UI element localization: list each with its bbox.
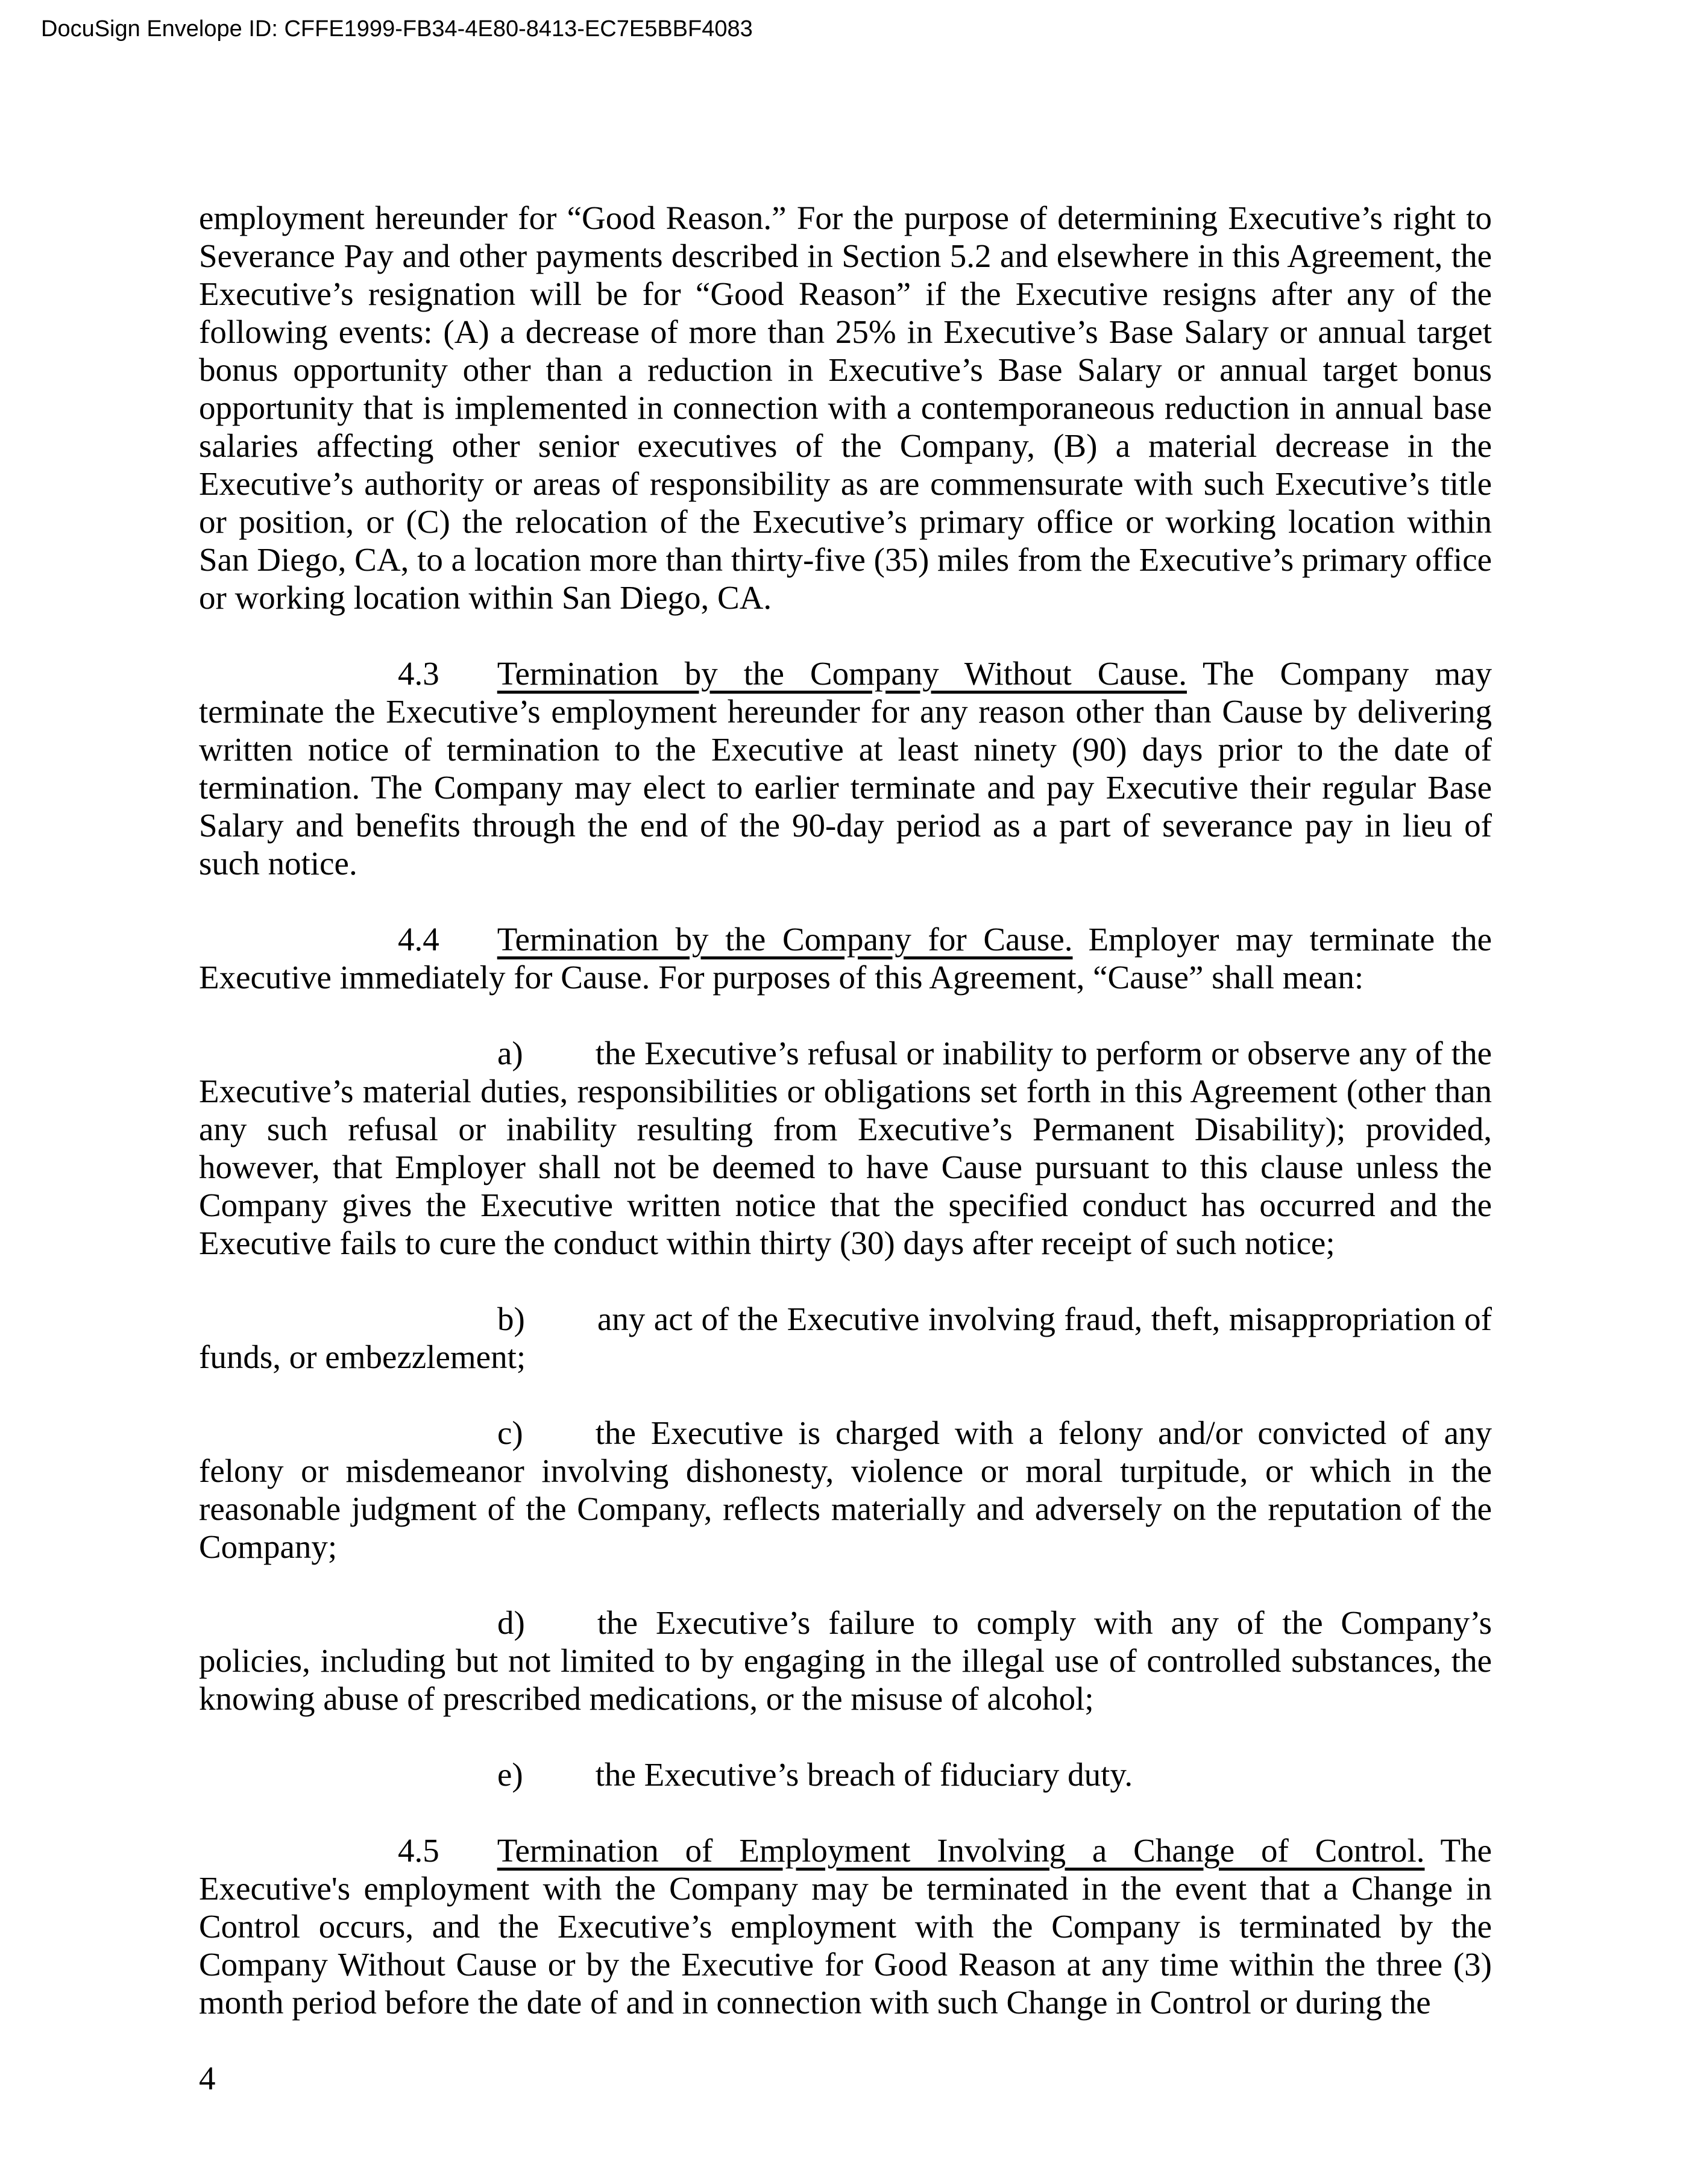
list-item-d [199, 1604, 1492, 1718]
tab-spacer [525, 1633, 597, 1634]
tab-spacer [439, 1861, 497, 1862]
list-item-b [199, 1300, 1492, 1376]
paragraph-text: employment hereunder for “Good Reason.” For the purpose of determining Executive’s right to Severance Pay and other payments described in Section 5.2 and elsewhere in this Agreement, the Executive’s resignation will be for “Good Reason” if the Executive resigns after any of the following events: (A) a decrease of more than 25% in Executive’s Base Salary or annual target bonus opportunity other than a reduction in Executive’s Base Salary or annual target bonus opportunity that is implemented in connection with a contemporaneous reduction in annual base salaries affecting other senior executives of the Company, (B) a material decrease in the Executive’s authority or areas of responsibility as are commensurate with such Executive’s title or position, or (C) the relocation of the Executive’s primary office or working location within San Diego, CA, to a location more than thirty-five (35) miles from the Executive’s primary office or working location within San Diego, CA. [199, 199, 1492, 616]
item-text: any act of the Executive involving fraud, theft, misappropriation of funds, or embezzlement; [199, 1301, 1492, 1375]
item-letter: d) [497, 1604, 525, 1641]
section-heading: Termination by the Company for Cause. [497, 921, 1073, 958]
tab-spacer [525, 1329, 597, 1330]
section-4-4 [199, 920, 1492, 996]
page-number: 4 [199, 2060, 216, 2097]
item-text: the Executive’s refusal or inability to perform or observe any of the Executive’s material duties, responsibilities or obligations set forth in this Agreement (other than any such refusal or inability resulting from Executive’s Permanent Disability); provided, however, that Employer shall not be deemed to have Cause pursuant to this clause unless the Company gives the Executive written notice that the specified conduct has occurred and the Executive fails to cure the conduct within thirty (30) days after receipt of such notice; [199, 1035, 1492, 1261]
sentence-gap [1424, 1861, 1440, 1862]
list-item-e [199, 1756, 1492, 1793]
section-body-text: The Executive's employment with the Company may be terminated in the event that a Change in Control occurs, and the Executive’s employment with the Company is terminated by the Company Without Cause or by the Executive for Good Reason at any time within the three (3) month period before the date of and in connection with such Change in Control or during the [199, 1832, 1492, 2021]
item-text: the Executive’s breach of fiduciary duty. [595, 1756, 1133, 1793]
sentence-gap [1187, 684, 1203, 685]
section-heading: Termination by the Company Without Cause. [497, 655, 1187, 692]
section-4-3 [199, 654, 1492, 882]
item-letter: c) [497, 1414, 523, 1451]
tab-spacer [439, 684, 497, 685]
item-letter: e) [497, 1756, 523, 1793]
paragraph-intro [199, 199, 1492, 617]
document-body [199, 199, 1492, 2135]
section-number: 4.5 [398, 1832, 439, 1869]
section-number: 4.3 [398, 655, 439, 692]
section-number: 4.4 [398, 921, 439, 958]
item-text: the Executive’s failure to comply with any of the Company’s policies, including but not limited to by engaging in the illegal use of controlled substances, the knowing abuse of prescribed medications, or the misuse of alcohol; [199, 1604, 1492, 1717]
section-body-text: Employer may terminate the Executive immediately for Cause. For purposes of this Agreement, “Cause” shall mean: [199, 921, 1492, 996]
tab-spacer [523, 1443, 596, 1444]
item-text: the Executive is charged with a felony and/or convicted of any felony or misdemeanor involving dishonesty, violence or moral turpitude, or which in the reasonable judgment of the Company, reflects materially and adversely on the reputation of the Company; [199, 1414, 1492, 1565]
section-body-text: The Company may terminate the Executive’s employment hereunder for any reason other than Cause by delivering written notice of termination to the Executive at least ninety (90) days prior to the date of termination. The Company may elect to earlier terminate and pay Executive their regular Base Salary and benefits through the end of the 90-day period as a part of severance pay in lieu of such notice. [199, 655, 1492, 882]
docusign-envelope-id: DocuSign Envelope ID: CFFE1999-FB34-4E80-8413-EC7E5BBF4083 [41, 16, 753, 42]
list-item-a [199, 1034, 1492, 1262]
section-heading: Termination of Employment Involving a Change of Control. [497, 1832, 1425, 1869]
item-letter: a) [497, 1035, 523, 1072]
list-item-c [199, 1414, 1492, 1566]
tab-spacer [523, 1785, 596, 1786]
item-letter: b) [497, 1301, 525, 1337]
section-4-5 [199, 1831, 1492, 2021]
